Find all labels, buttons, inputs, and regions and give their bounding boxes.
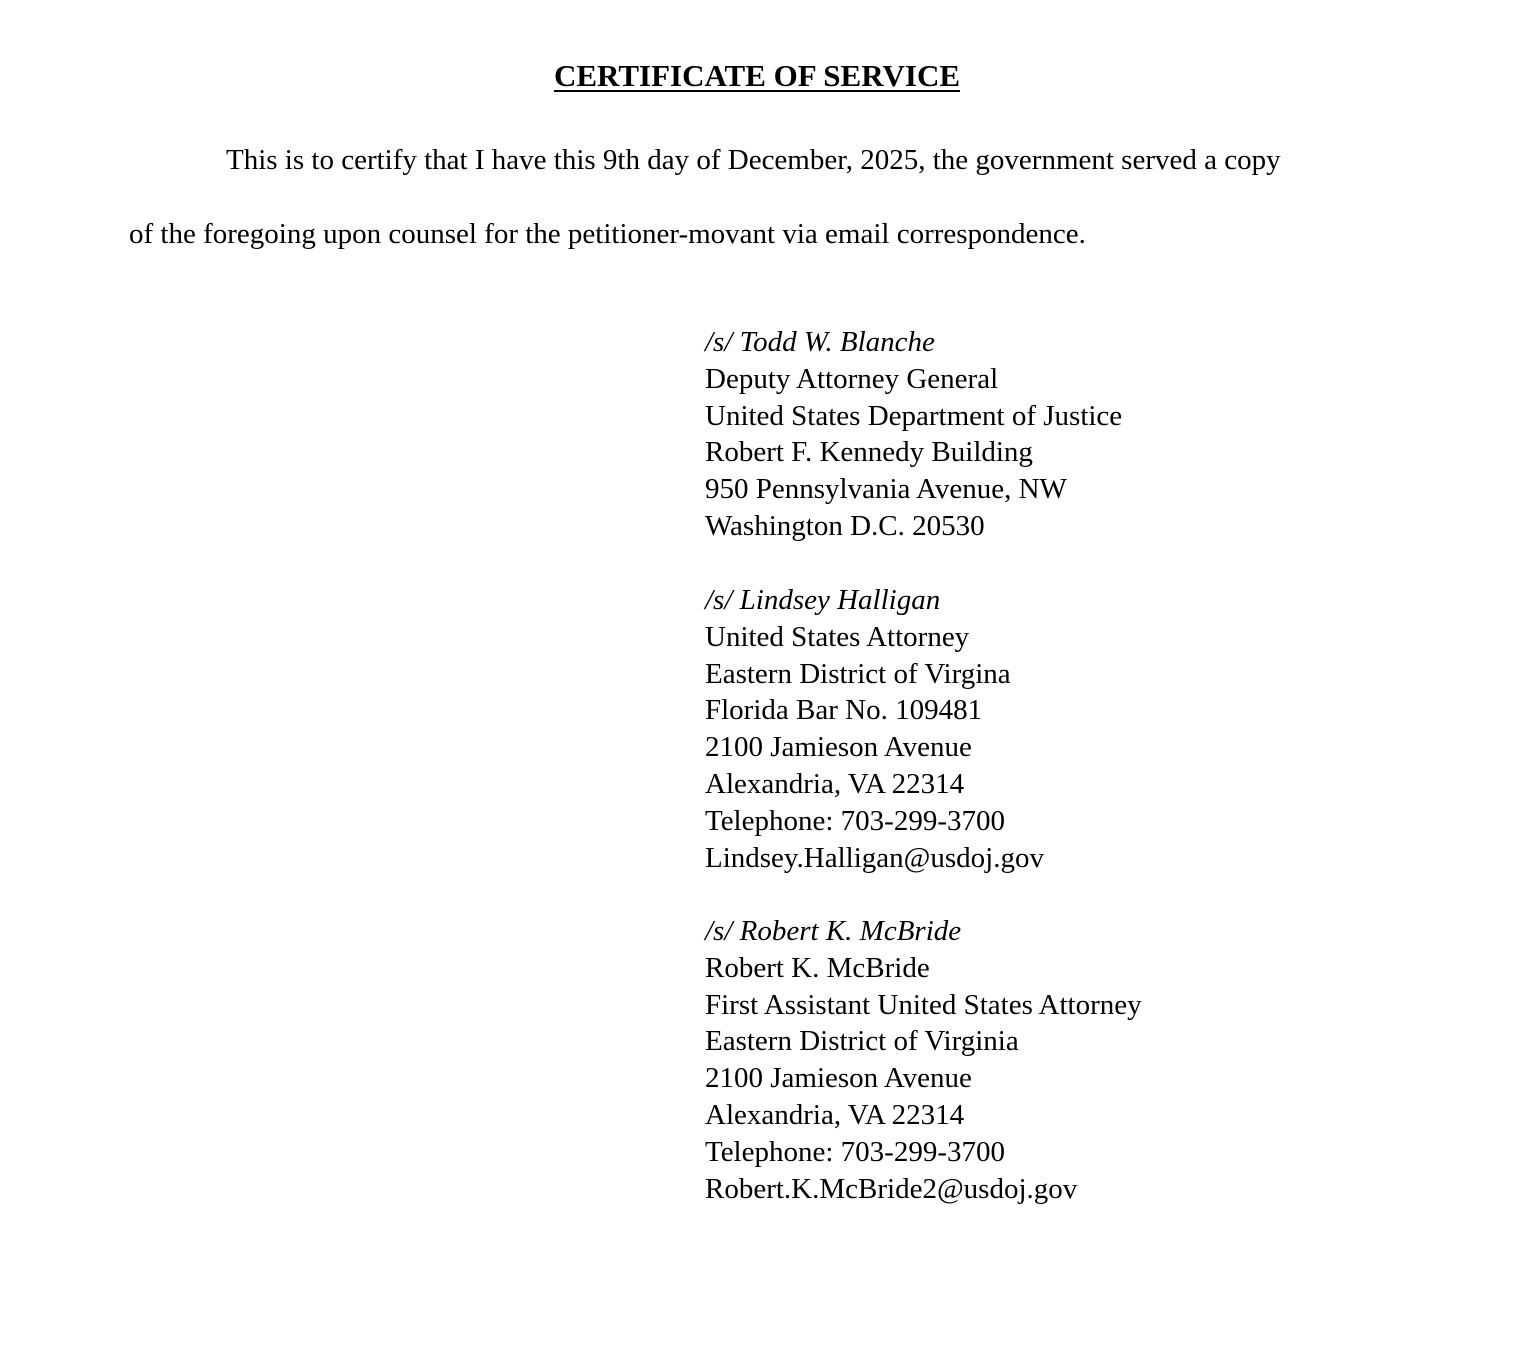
signature-line: /s/ Robert K. McBride — [705, 915, 962, 947]
signer-district: Eastern District of Virgina — [705, 657, 1011, 690]
bar-number: Florida Bar No. 109481 — [705, 694, 983, 727]
signature-block-halligan — [705, 582, 1044, 876]
signer-district: Eastern District of Virginia — [705, 1025, 1019, 1058]
address-city: Alexandria, VA 22314 — [705, 767, 965, 800]
certification-paragraph-line-1: This is to certify that I have this 9th day of December, 2025, the government served a copy — [226, 144, 1281, 176]
document-title — [0, 56, 1514, 96]
address-city: Washington D.C. 20530 — [705, 509, 985, 542]
email: Lindsey.Halligan@usdoj.gov — [705, 841, 1044, 874]
signature-line: /s/ Todd W. Blanche — [705, 326, 935, 358]
signer-name: Robert K. McBride — [705, 951, 930, 984]
signer-title: Deputy Attorney General — [705, 362, 999, 395]
signature-line: /s/ Lindsey Halligan — [705, 584, 941, 616]
title-text: CERTIFICATE OF SERVICE — [553, 58, 961, 93]
address-building: Robert F. Kennedy Building — [705, 436, 1033, 469]
email: Robert.K.McBride2@usdoj.gov — [705, 1172, 1078, 1205]
signer-title: United States Attorney — [705, 620, 970, 653]
address-street: 2100 Jamieson Avenue — [705, 731, 972, 764]
address-city: Alexandria, VA 22314 — [705, 1098, 965, 1131]
address-street: 950 Pennsylvania Avenue, NW — [705, 473, 1067, 506]
address-street: 2100 Jamieson Avenue — [705, 1062, 972, 1095]
telephone: Telephone: 703-299-3700 — [705, 804, 1005, 837]
signer-organization: United States Department of Justice — [705, 399, 1123, 432]
certification-paragraph-line-2: of the foregoing upon counsel for the petitioner-movant via email correspondence. — [129, 218, 1086, 250]
telephone: Telephone: 703-299-3700 — [705, 1135, 1005, 1168]
signature-block-mcbride — [705, 913, 1142, 1207]
signer-title: First Assistant United States Attorney — [705, 988, 1142, 1021]
signature-block-blanche — [705, 324, 1122, 545]
